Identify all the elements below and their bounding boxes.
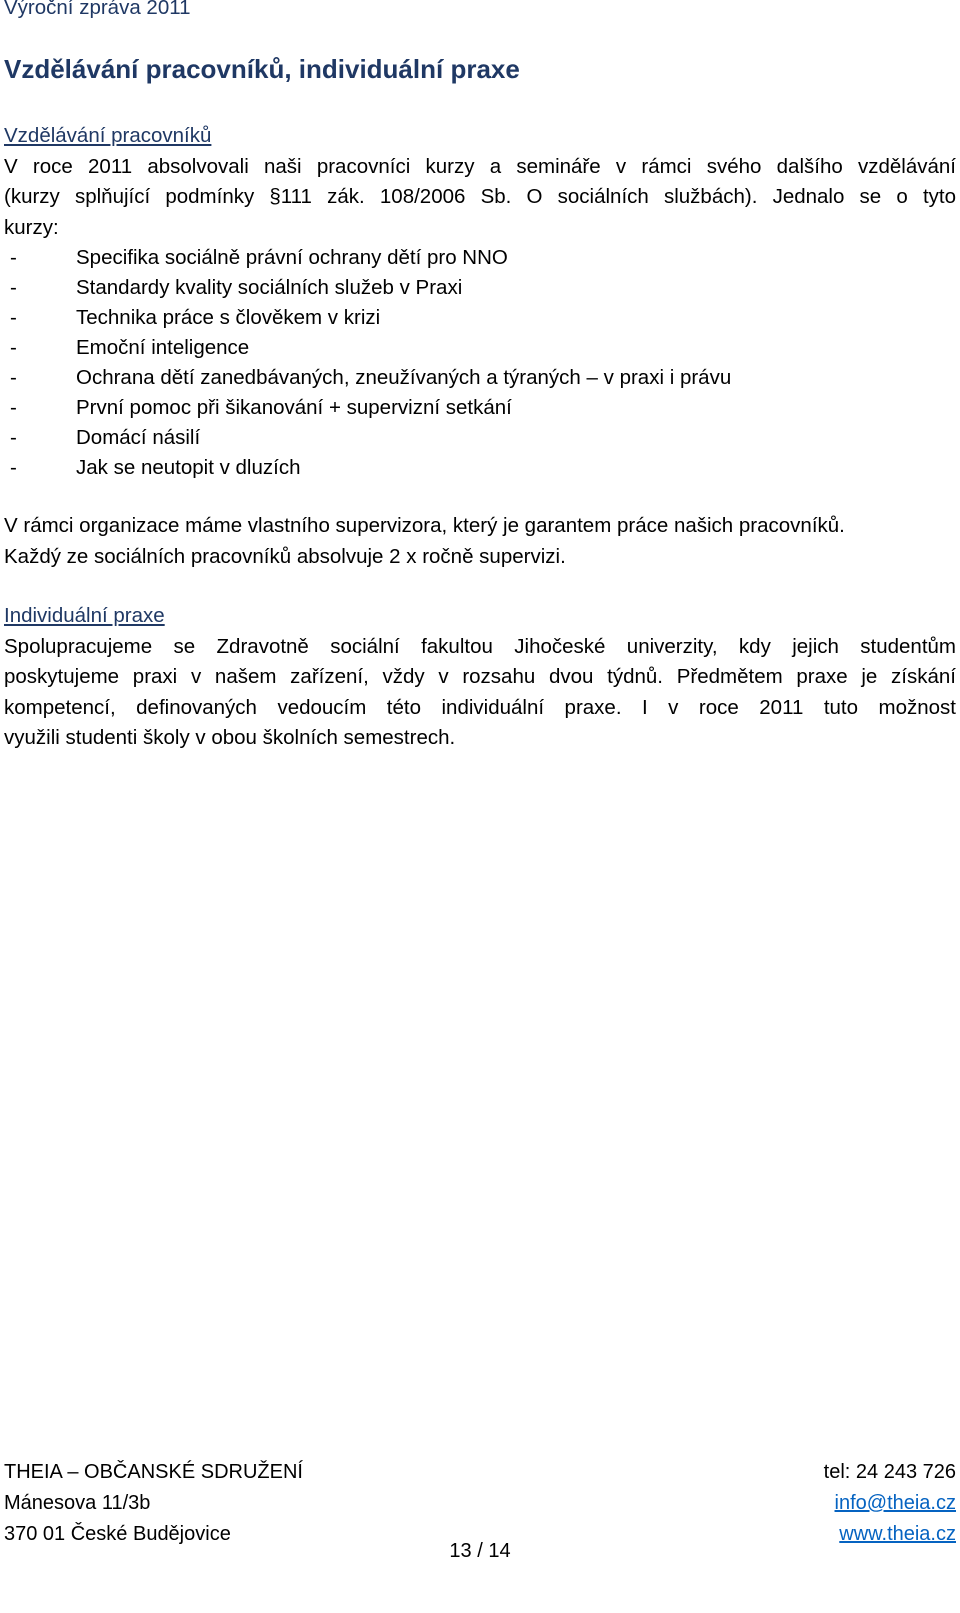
bullet-dash: -: [10, 426, 17, 449]
course-label: Emoční inteligence: [76, 336, 250, 359]
list-item: [4, 303, 731, 333]
list-item: [4, 363, 731, 393]
page-title: Vzdělávání pracovníků, individuální praxe: [4, 54, 520, 84]
education-heading: Vzdělávání pracovníků: [4, 124, 212, 147]
bullet-dash: -: [10, 306, 17, 329]
course-label: Technika práce s člověkem v krizi: [76, 306, 381, 329]
course-list: [4, 243, 731, 483]
list-item: [4, 333, 731, 363]
footer-org-name: THEIA – OBČANSKÉ SDRUŽENÍ: [4, 1461, 303, 1483]
course-label: Domácí násilí: [76, 426, 201, 449]
list-item: [4, 243, 731, 273]
course-label: Specifika sociálně právní ochrany dětí pro NNO: [76, 246, 508, 269]
education-intro-line-1: V roce 2011 absolvovali naši pracovníci kurzy a semináře v rámci svého dalšího vzdělávání: [4, 154, 956, 178]
bullet-dash: -: [10, 336, 17, 359]
practice-line-1: Spolupracujeme se Zdravotně sociální fakultou Jihočeské univerzity, kdy jejich studentům: [4, 634, 956, 658]
practice-heading: Individuální praxe: [4, 604, 165, 627]
page-footer: [4, 1457, 956, 1550]
course-label: Ochrana dětí zanedbávaných, zneužívaných a týraných – v praxi i právu: [76, 366, 732, 389]
education-section: [4, 121, 956, 243]
footer-web-link[interactable]: www.theia.cz: [839, 1523, 956, 1545]
footer-city: 370 01 České Budějovice: [4, 1523, 231, 1545]
supervision-line-1: V rámci organizace máme vlastního supervizora, který je garantem práce našich pracovníků.: [4, 514, 845, 537]
practice-line-2: poskytujeme praxi v našem zařízení, vždy v rozsahu dvou týdnů. Předmětem praxe je získání: [4, 665, 956, 688]
list-item: [4, 273, 731, 303]
page-number: 13 / 14: [449, 1540, 511, 1562]
bullet-dash: -: [10, 246, 17, 269]
course-label: První pomoc při šikanování + supervizní setkání: [76, 396, 512, 419]
list-item: [4, 423, 731, 453]
supervision-line-2: Každý ze sociálních pracovníků absolvuje 2 x ročně supervizi.: [4, 544, 566, 568]
list-item: [4, 453, 731, 483]
practice-section: [4, 601, 956, 754]
list-item: [4, 393, 731, 423]
running-header: Výroční zpráva 2011: [4, 0, 191, 19]
bullet-dash: -: [10, 456, 17, 479]
footer-email-link[interactable]: info@theia.cz: [834, 1492, 956, 1514]
practice-line-3: kompetencí, definovaných vedoucím této individuální praxe. I v roce 2011 tuto možnost: [4, 695, 956, 719]
bullet-dash: -: [10, 276, 17, 299]
bullet-dash: -: [10, 366, 17, 389]
footer-phone: tel: 24 243 726: [823, 1461, 956, 1483]
education-intro-line-2: (kurzy splňující podmínky §111 zák. 108/2006 Sb. O sociálních službách). Jednalo se o tyto: [4, 185, 956, 208]
bullet-dash: -: [10, 396, 17, 419]
course-label: Jak se neutopit v dluzích: [76, 456, 301, 479]
practice-line-4: využili studenti školy v obou školních semestrech.: [4, 726, 456, 749]
footer-street: Mánesova 11/3b: [4, 1492, 151, 1514]
education-intro-line-3: kurzy:: [4, 215, 59, 239]
supervision-paragraph: [4, 511, 956, 572]
course-label: Standardy kvality sociálních služeb v Praxi: [76, 276, 463, 299]
